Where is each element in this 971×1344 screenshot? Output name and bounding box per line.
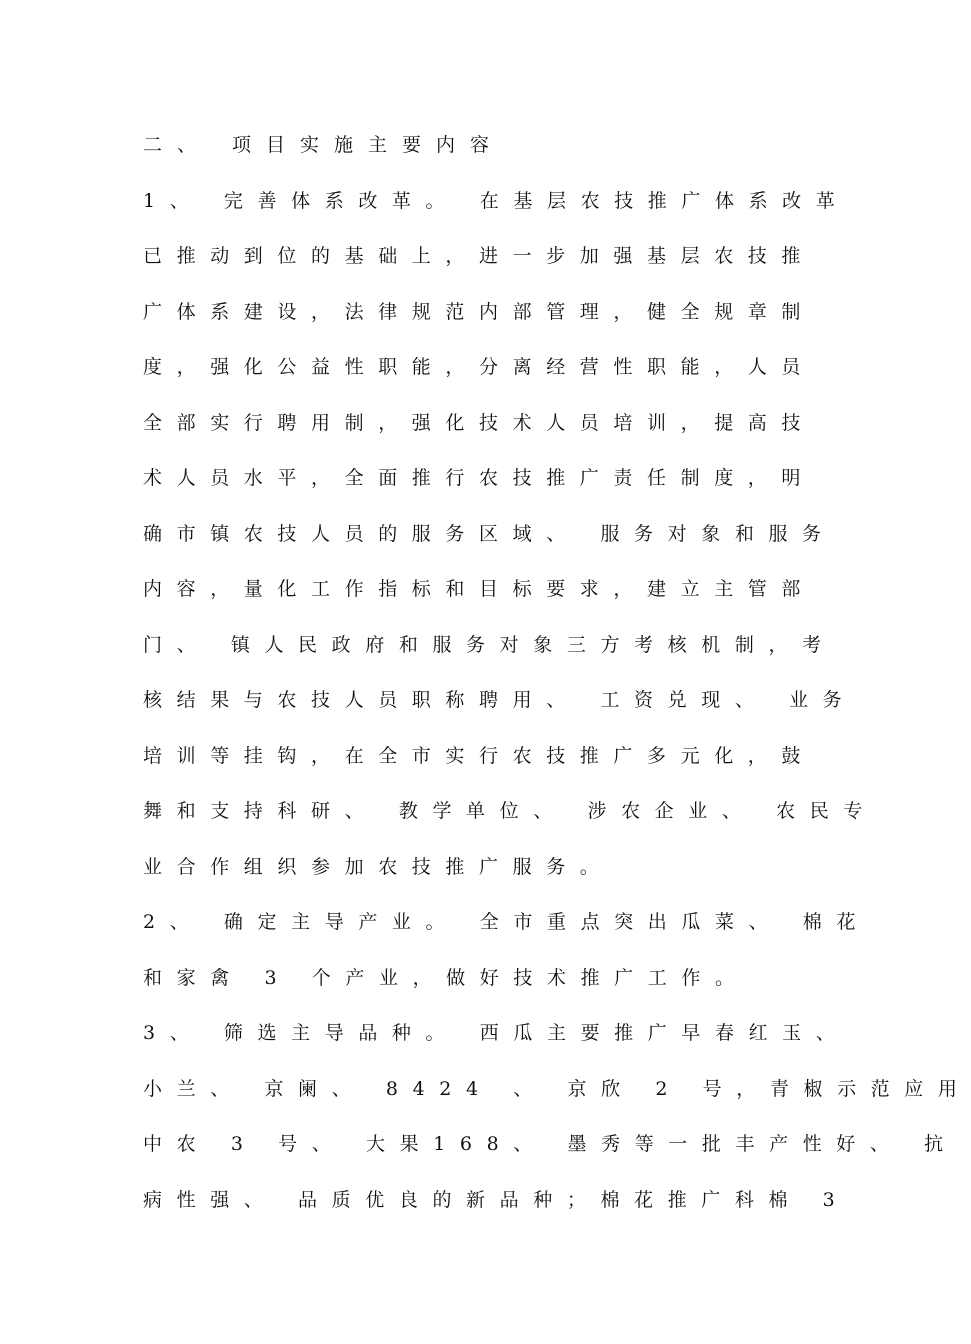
section-heading: 二、 项目实施主要内容 bbox=[143, 134, 505, 156]
paragraph-line: 术人员水平，全面推行农技推广责任制度，明 bbox=[143, 467, 816, 489]
paragraph-line: 已推动到位的基础上，进一步加强基层农技推 bbox=[143, 245, 816, 267]
paragraph-line: 度，强化公益性职能，分离经营性职能，人员 bbox=[143, 356, 816, 378]
paragraph-line: 核结果与农技人员职称聘用、 工资兑现、 业务 bbox=[143, 689, 857, 711]
paragraph-line: 和家禽 3 个产业，做好技术推广工作。 bbox=[143, 967, 749, 989]
paragraph-line: 确市镇农技人员的服务区域、 服务对象和服务 bbox=[143, 523, 836, 545]
paragraph-line: 病性强、 品质优良的新品种；棉花推广科棉 3 bbox=[143, 1189, 850, 1211]
paragraph-line: 1、 完善体系改革。 在基层农技推广体系改革 bbox=[143, 190, 850, 212]
paragraph-line: 全部实行聘用制，强化技术人员培训，提高技 bbox=[143, 412, 816, 434]
paragraph-line: 中农 3 号、 大果168、 墨秀等一批丰产性好、 抗 bbox=[143, 1133, 958, 1155]
paragraph-line: 广体系建设，法律规范内部管理，健全规章制 bbox=[143, 301, 816, 323]
paragraph-line: 小兰、 京阑、 8424 、 京欣 2 号，青椒示范应用 bbox=[143, 1078, 971, 1100]
paragraph-line: 门、 镇人民政府和服务对象三方考核机制，考 bbox=[143, 634, 836, 656]
paragraph-line: 3、 筛选主导品种。 西瓜主要推广早春红玉、 bbox=[143, 1022, 850, 1044]
paragraph-line: 舞和支持科研、 教学单位、 涉农企业、 农民专 bbox=[143, 800, 877, 822]
paragraph-line: 2、 确定主导产业。 全市重点突出瓜菜、 棉花 bbox=[143, 911, 871, 933]
paragraph-line: 业合作组织参加农技推广服务。 bbox=[143, 856, 614, 878]
paragraph-line: 内容，量化工作指标和目标要求，建立主管部 bbox=[143, 578, 816, 600]
paragraph-line: 培训等挂钩，在全市实行农技推广多元化，鼓 bbox=[143, 745, 816, 767]
